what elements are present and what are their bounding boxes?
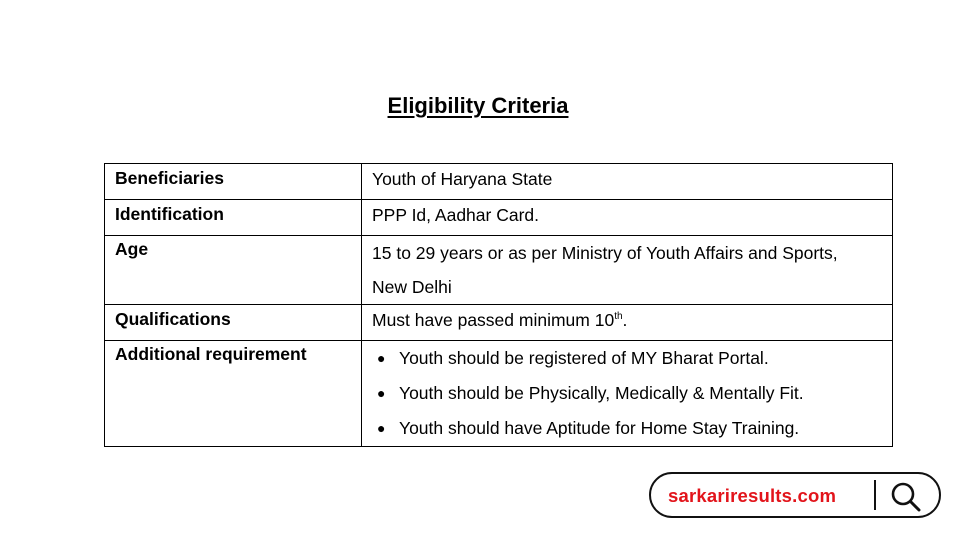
row-value-identification: PPP Id, Aadhar Card. — [362, 200, 893, 236]
qualification-text: Must have passed minimum 10 — [372, 310, 615, 330]
divider — [874, 480, 876, 510]
table-row — [105, 341, 893, 447]
list-item — [372, 341, 892, 376]
page-title: Eligibility Criteria — [387, 93, 569, 118]
row-value-qualifications — [362, 305, 893, 341]
row-value-age — [362, 236, 893, 305]
eligibility-table — [104, 163, 893, 447]
list-item-text: Youth should have Aptitude for Home Stay Training. — [399, 418, 800, 438]
bullet-icon: ● — [377, 385, 386, 401]
qualification-sup: th — [614, 311, 623, 323]
row-value-additional-requirement — [362, 341, 893, 447]
list-item-text: Youth should be Physically, Medically & Mentally Fit. — [399, 383, 804, 403]
site-name: sarkariresults.com — [668, 485, 837, 506]
list-item — [372, 376, 892, 411]
bullet-icon: ● — [377, 420, 386, 436]
table-row — [105, 164, 893, 200]
requirements-list — [362, 341, 892, 446]
table-row — [105, 236, 893, 305]
age-line-1: 15 to 29 years or as per Ministry of Youth Affairs and Sports, — [372, 243, 838, 263]
list-item-text: Youth should be registered of MY Bharat Portal. — [399, 348, 769, 368]
qualification-suffix: . — [622, 310, 628, 330]
table-row — [105, 200, 893, 236]
age-line-2: New Delhi — [372, 277, 452, 297]
row-label-qualifications: Qualifications — [105, 305, 362, 341]
table-row — [105, 305, 893, 341]
search-icon[interactable] — [888, 479, 924, 515]
row-value-beneficiaries: Youth of Haryana State — [362, 164, 893, 200]
row-label-identification: Identification — [105, 200, 362, 236]
site-search-badge[interactable] — [649, 472, 941, 518]
row-label-beneficiaries: Beneficiaries — [105, 164, 362, 200]
row-label-additional-requirement: Additional requirement — [105, 341, 362, 447]
row-label-age: Age — [105, 236, 362, 305]
bullet-icon: ● — [377, 350, 386, 366]
list-item — [372, 411, 892, 446]
